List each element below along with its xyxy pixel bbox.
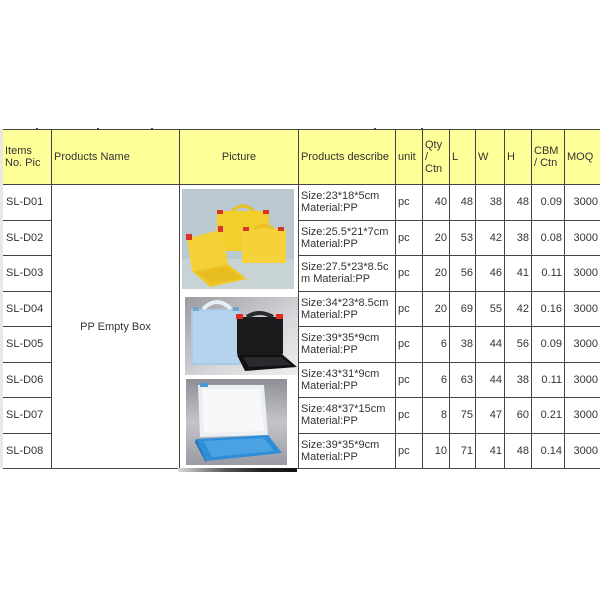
moq-cell: 3000 <box>565 256 600 292</box>
material-text: Material:PP <box>301 237 358 250</box>
header-length: L <box>450 130 476 185</box>
height-cell: 56 <box>505 327 532 363</box>
qty-cell: 20 <box>423 256 450 292</box>
cbm-cell: 0.11 <box>532 256 565 292</box>
size-text: Size:34*23*8.5cm <box>301 296 389 309</box>
qty-cell: 20 <box>423 220 450 256</box>
material-text: Material:PP <box>301 379 358 392</box>
product-spec-table <box>0 129 600 469</box>
item-no-cell: SL-D06 <box>2 362 52 398</box>
unit-cell: pc <box>396 220 423 256</box>
header-width: W <box>476 130 505 185</box>
height-cell: 48 <box>505 185 532 221</box>
material-text: Material:PP <box>301 202 358 215</box>
size-text: Size:27.5*23*8.5c <box>301 261 389 274</box>
material-text: Material:PP <box>301 450 358 463</box>
width-cell: 41 <box>476 433 505 469</box>
item-no-cell: SL-D08 <box>2 433 52 469</box>
item-no-cell: SL-D04 <box>2 291 52 327</box>
blue-black-cases-photo <box>185 297 299 375</box>
length-cell: 71 <box>450 433 476 469</box>
header-height: H <box>505 130 532 185</box>
qty-cell: 40 <box>423 185 450 221</box>
size-text: Size:48*37*15cm <box>301 403 386 416</box>
height-cell: 38 <box>505 220 532 256</box>
cbm-cell: 0.16 <box>532 291 565 327</box>
cbm-cell: 0.21 <box>532 398 565 434</box>
size-text: Size:39*35*9cm <box>301 438 380 451</box>
header-item-no: Items No. Pic <box>2 130 52 185</box>
length-cell: 75 <box>450 398 476 434</box>
material-text: m Material:PP <box>301 273 371 286</box>
unit-cell: pc <box>396 433 423 469</box>
width-cell: 38 <box>476 185 505 221</box>
header-products-name: Products Name <box>52 130 180 185</box>
description-cell <box>299 256 396 292</box>
width-cell: 44 <box>476 327 505 363</box>
unit-cell: pc <box>396 256 423 292</box>
description-cell <box>299 398 396 434</box>
header-cbm-ctn: CBM / Ctn <box>532 130 565 185</box>
header-unit: unit <box>396 130 423 185</box>
width-cell: 55 <box>476 291 505 327</box>
picture-bottom-shadow <box>178 468 297 472</box>
qty-cell: 20 <box>423 291 450 327</box>
moq-cell: 3000 <box>565 220 600 256</box>
length-cell: 53 <box>450 220 476 256</box>
table-row <box>2 185 600 221</box>
description-cell <box>299 291 396 327</box>
height-cell: 38 <box>505 362 532 398</box>
unit-cell: pc <box>396 398 423 434</box>
length-cell: 69 <box>450 291 476 327</box>
moq-cell: 3000 <box>565 362 600 398</box>
clear-blue-case-photo <box>186 379 287 465</box>
header-row <box>2 130 600 185</box>
moq-cell: 3000 <box>565 433 600 469</box>
item-no-cell: SL-D01 <box>2 185 52 221</box>
unit-cell: pc <box>396 291 423 327</box>
picture-cell <box>180 185 299 469</box>
header-picture: Picture <box>180 130 299 185</box>
yellow-cases-photo <box>182 189 294 289</box>
header-products-describe: Products describe <box>299 130 396 185</box>
qty-cell: 10 <box>423 433 450 469</box>
width-cell: 46 <box>476 256 505 292</box>
moq-cell: 3000 <box>565 291 600 327</box>
cbm-cell: 0.09 <box>532 185 565 221</box>
length-cell: 48 <box>450 185 476 221</box>
height-cell: 60 <box>505 398 532 434</box>
length-cell: 56 <box>450 256 476 292</box>
size-text: Size:43*31*9cm <box>301 367 380 380</box>
material-text: Material:PP <box>301 308 358 321</box>
cbm-cell: 0.08 <box>532 220 565 256</box>
width-cell: 44 <box>476 362 505 398</box>
length-cell: 63 <box>450 362 476 398</box>
size-text: Size:25.5*21*7cm <box>301 225 389 238</box>
item-no-cell: SL-D02 <box>2 220 52 256</box>
cbm-cell: 0.14 <box>532 433 565 469</box>
material-text: Material:PP <box>301 344 358 357</box>
item-no-cell: SL-D07 <box>2 398 52 434</box>
length-cell: 38 <box>450 327 476 363</box>
unit-cell: pc <box>396 327 423 363</box>
height-cell: 41 <box>505 256 532 292</box>
height-cell: 48 <box>505 433 532 469</box>
item-no-cell: SL-D03 <box>2 256 52 292</box>
height-cell: 42 <box>505 291 532 327</box>
size-text: Size:23*18*5cm <box>301 190 380 203</box>
description-cell <box>299 362 396 398</box>
item-no-cell: SL-D05 <box>2 327 52 363</box>
width-cell: 47 <box>476 398 505 434</box>
cbm-cell: 0.09 <box>532 327 565 363</box>
width-cell: 42 <box>476 220 505 256</box>
description-cell <box>299 220 396 256</box>
description-cell <box>299 185 396 221</box>
header-qty-ctn: Qty / Ctn <box>423 130 450 185</box>
moq-cell: 3000 <box>565 185 600 221</box>
qty-cell: 6 <box>423 362 450 398</box>
qty-cell: 6 <box>423 327 450 363</box>
description-cell <box>299 433 396 469</box>
unit-cell: pc <box>396 185 423 221</box>
qty-cell: 8 <box>423 398 450 434</box>
moq-cell: 3000 <box>565 398 600 434</box>
header-moq: MOQ <box>565 130 600 185</box>
unit-cell: pc <box>396 362 423 398</box>
product-name-cell: PP Empty Box <box>52 185 180 469</box>
moq-cell: 3000 <box>565 327 600 363</box>
size-text: Size:39*35*9cm <box>301 332 380 345</box>
material-text: Material:PP <box>301 415 358 428</box>
description-cell <box>299 327 396 363</box>
cbm-cell: 0.11 <box>532 362 565 398</box>
